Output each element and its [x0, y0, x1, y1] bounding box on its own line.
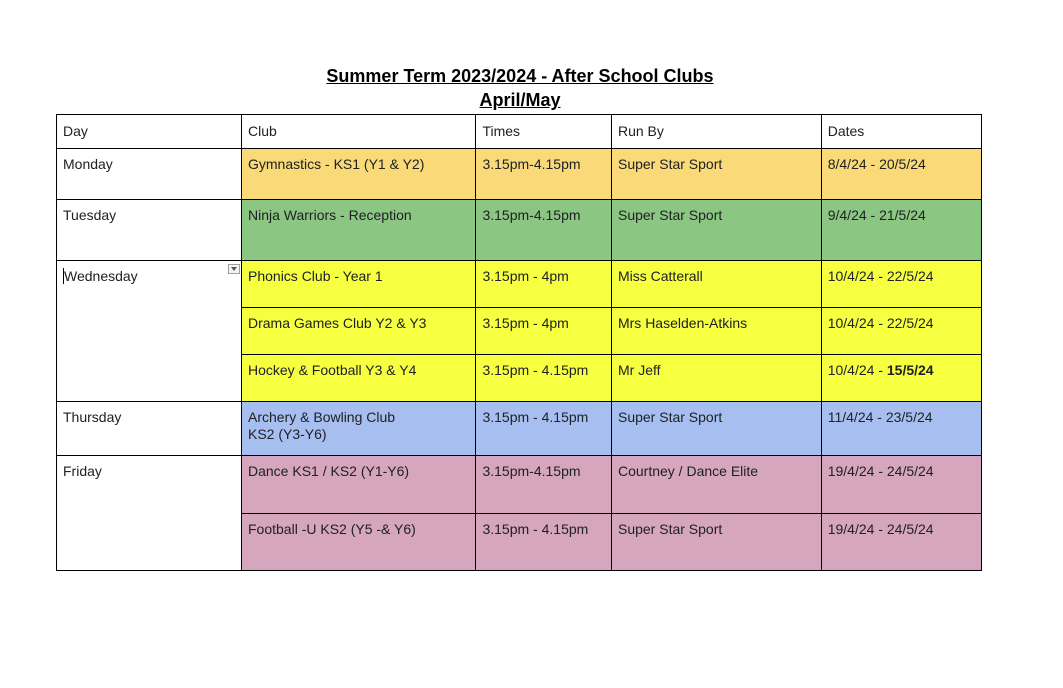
header-run-by[interactable]: Run By	[611, 115, 821, 149]
club-cell[interactable]: Hockey & Football Y3 & Y4	[242, 355, 476, 402]
times-cell[interactable]: 3.15pm - 4pm	[476, 261, 612, 308]
dates-cell[interactable]: 10/4/24 - 22/5/24	[821, 261, 981, 308]
day-cell-monday[interactable]: Monday	[57, 149, 242, 200]
header-dates[interactable]: Dates	[821, 115, 981, 149]
times-cell[interactable]: 3.15pm - 4pm	[476, 308, 612, 355]
document-subtitle: April/May	[479, 90, 561, 110]
day-cell-thursday[interactable]: Thursday	[57, 402, 242, 456]
table-row	[57, 149, 982, 200]
document-title: Summer Term 2023/2024 - After School Clubs	[326, 66, 714, 86]
run-by-cell[interactable]: Super Star Sport	[611, 200, 821, 261]
run-by-cell[interactable]: Super Star Sport	[611, 149, 821, 200]
club-cell[interactable]: Football -U KS2 (Y5 -& Y6)	[242, 514, 476, 571]
times-cell[interactable]: 3.15pm - 4.15pm	[476, 514, 612, 571]
club-cell[interactable]: Gymnastics - KS1 (Y1 & Y2)	[242, 149, 476, 200]
run-by-cell[interactable]: Super Star Sport	[611, 514, 821, 571]
dates-cell[interactable]: 8/4/24 - 20/5/24	[821, 149, 981, 200]
day-cell-friday[interactable]: Friday	[57, 456, 242, 571]
day-cell-wednesday[interactable]	[57, 261, 242, 402]
run-by-cell[interactable]: Mrs Haselden-Atkins	[611, 308, 821, 355]
table-header-row	[57, 115, 982, 149]
club-line-1: Archery & Bowling Club	[248, 409, 396, 425]
dates-cell[interactable]: 19/4/24 - 24/5/24	[821, 456, 981, 514]
dates-cell[interactable]: 10/4/24 - 22/5/24	[821, 308, 981, 355]
dates-cell[interactable]	[821, 355, 981, 402]
table-row	[57, 402, 982, 456]
club-cell[interactable]: Dance KS1 / KS2 (Y1-Y6)	[242, 456, 476, 514]
dates-cell[interactable]: 11/4/24 - 23/5/24	[821, 402, 981, 456]
club-cell[interactable]	[242, 402, 476, 456]
clubs-table	[56, 114, 982, 571]
header-day[interactable]: Day	[57, 115, 242, 149]
run-by-cell[interactable]: Super Star Sport	[611, 402, 821, 456]
dates-end-bold: 15/5/24	[886, 362, 934, 378]
header-times[interactable]: Times	[476, 115, 612, 149]
club-line-2: KS2 (Y3-Y6)	[248, 426, 327, 442]
run-by-cell[interactable]: Mr Jeff	[611, 355, 821, 402]
times-cell[interactable]: 3.15pm - 4.15pm	[476, 355, 612, 402]
dates-cell[interactable]: 9/4/24 - 21/5/24	[821, 200, 981, 261]
times-cell[interactable]: 3.15pm - 4.15pm	[476, 402, 612, 456]
header-club[interactable]: Club	[242, 115, 476, 149]
run-by-cell[interactable]: Courtney / Dance Elite	[611, 456, 821, 514]
times-cell[interactable]: 3.15pm-4.15pm	[476, 200, 612, 261]
times-cell[interactable]: 3.15pm-4.15pm	[476, 456, 612, 514]
chevron-down-icon[interactable]	[228, 264, 240, 274]
day-label-wednesday: Wednesday	[64, 268, 138, 284]
table-row	[57, 200, 982, 261]
times-cell[interactable]: 3.15pm-4.15pm	[476, 149, 612, 200]
run-by-cell[interactable]: Miss Catterall	[611, 261, 821, 308]
table-row	[57, 456, 982, 514]
club-cell[interactable]: Ninja Warriors - Reception	[242, 200, 476, 261]
club-cell[interactable]: Phonics Club - Year 1	[242, 261, 476, 308]
day-cell-tuesday[interactable]: Tuesday	[57, 200, 242, 261]
club-cell[interactable]: Drama Games Club Y2 & Y3	[242, 308, 476, 355]
table-row	[57, 261, 982, 308]
dates-cell[interactable]: 19/4/24 - 24/5/24	[821, 514, 981, 571]
dates-start: 10/4/24 -	[827, 362, 887, 378]
